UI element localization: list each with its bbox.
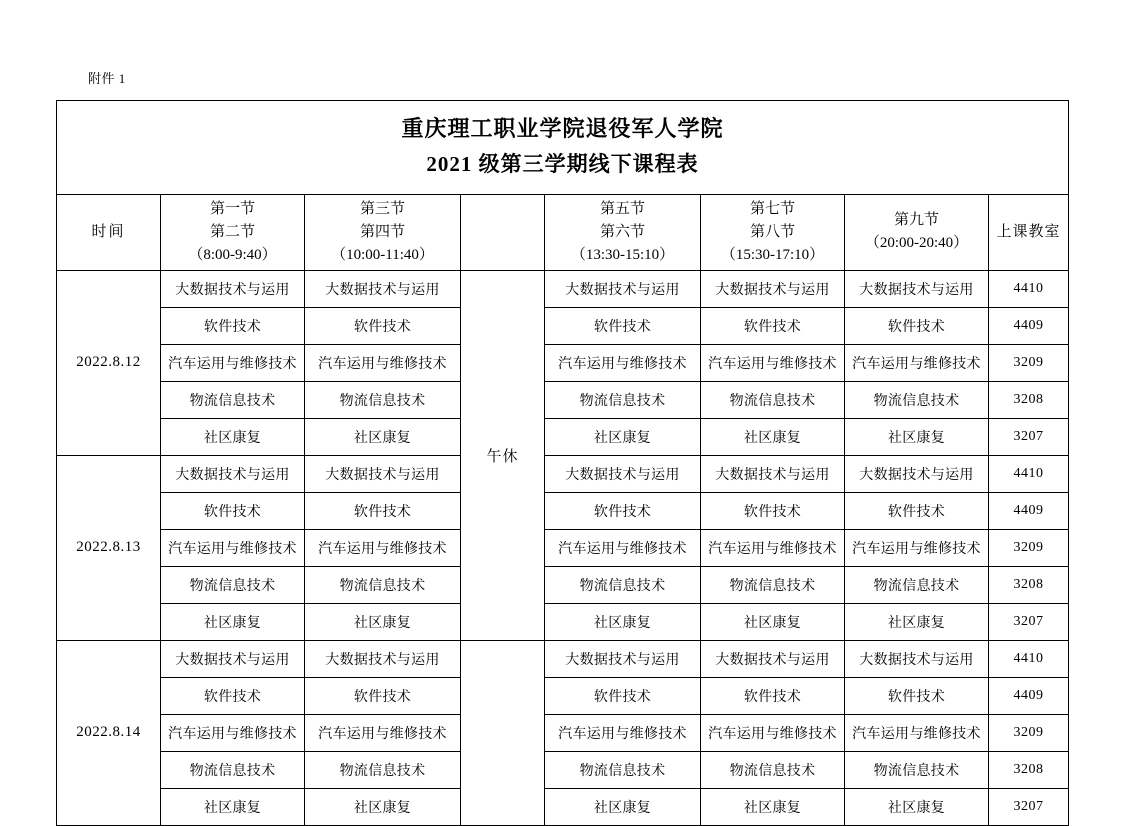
course-d1-r3-p56: 汽车运用与维修技术 [545,344,701,381]
table-row [57,492,1069,529]
header-period-5-6 [545,194,701,270]
course-d2-r1-p34: 大数据技术与运用 [305,455,461,492]
schedule-table-container [56,100,1068,826]
course-d2-r1-p12: 大数据技术与运用 [161,455,305,492]
table-row [57,566,1069,603]
header-period-9 [845,194,989,270]
header-period-1-2-line1: 第一节 [209,200,255,217]
room-d1-r1: 4410 [989,270,1069,307]
course-d1-r5-p56: 社区康复 [545,418,701,455]
header-period-3-4-line1: 第三节 [359,200,405,217]
course-d1-r4-p78: 物流信息技术 [701,381,845,418]
header-period-7-8-time: （15:30-17:10） [720,247,825,264]
course-d2-r2-p12: 软件技术 [161,492,305,529]
course-d1-r1-p34: 大数据技术与运用 [305,270,461,307]
room-d1-r4: 3208 [989,381,1069,418]
course-d3-r5-p9: 社区康复 [845,788,989,825]
course-d3-r1-p34: 大数据技术与运用 [305,640,461,677]
header-period-3-4 [305,194,461,270]
table-row [57,788,1069,825]
course-d3-r5-p34: 社区康复 [305,788,461,825]
header-time: 时间 [57,194,161,270]
course-d3-r4-p9: 物流信息技术 [845,751,989,788]
table-row [57,603,1069,640]
course-d1-r2-p34: 软件技术 [305,307,461,344]
header-period-5-6-time: （13:30-15:10） [570,247,675,264]
course-d2-r5-p78: 社区康复 [701,603,845,640]
header-period-7-8-line2: 第八节 [749,223,795,240]
title-line-1: 重庆理工职业学院退役军人学院 [401,116,724,141]
room-d1-r3: 3209 [989,344,1069,381]
course-d2-r3-p12: 汽车运用与维修技术 [161,529,305,566]
date-cell-day-3: 2022.8.14 [57,640,161,825]
course-d1-r5-p78: 社区康复 [701,418,845,455]
course-d1-r3-p34: 汽车运用与维修技术 [305,344,461,381]
room-d2-r2: 4409 [989,492,1069,529]
course-d2-r5-p9: 社区康复 [845,603,989,640]
course-d3-r5-p56: 社区康复 [545,788,701,825]
course-d2-r4-p9: 物流信息技术 [845,566,989,603]
course-d1-r1-p78: 大数据技术与运用 [701,270,845,307]
room-d2-r3: 3209 [989,529,1069,566]
course-d3-r4-p34: 物流信息技术 [305,751,461,788]
room-d3-r3: 3209 [989,714,1069,751]
title-line-2: 2021 级第三学期线下课程表 [426,152,699,177]
course-d1-r3-p12: 汽车运用与维修技术 [161,344,305,381]
header-row [57,194,1069,270]
table-row [57,381,1069,418]
course-d1-r3-p9: 汽车运用与维修技术 [845,344,989,381]
course-d1-r1-p9: 大数据技术与运用 [845,270,989,307]
course-d3-r4-p56: 物流信息技术 [545,751,701,788]
course-d2-r5-p56: 社区康复 [545,603,701,640]
course-d1-r4-p34: 物流信息技术 [305,381,461,418]
course-d1-r4-p56: 物流信息技术 [545,381,701,418]
course-d3-r3-p78: 汽车运用与维修技术 [701,714,845,751]
course-d2-r3-p34: 汽车运用与维修技术 [305,529,461,566]
course-d2-r1-p56: 大数据技术与运用 [545,455,701,492]
header-period-3-4-time: （10:00-11:40） [331,247,434,264]
course-d3-r3-p34: 汽车运用与维修技术 [305,714,461,751]
header-period-7-8 [701,194,845,270]
course-d2-r4-p56: 物流信息技术 [545,566,701,603]
course-d1-r5-p9: 社区康复 [845,418,989,455]
course-d3-r1-p78: 大数据技术与运用 [701,640,845,677]
course-d2-r4-p34: 物流信息技术 [305,566,461,603]
room-d2-r4: 3208 [989,566,1069,603]
table-row [57,714,1069,751]
course-d1-r5-p34: 社区康复 [305,418,461,455]
course-d2-r2-p34: 软件技术 [305,492,461,529]
course-d1-r4-p12: 物流信息技术 [161,381,305,418]
course-d3-r2-p12: 软件技术 [161,677,305,714]
course-d2-r2-p78: 软件技术 [701,492,845,529]
header-period-5-6-line2: 第六节 [599,223,645,240]
table-row [57,455,1069,492]
table-row [57,270,1069,307]
header-period-1-2-time: （8:00-9:40） [188,247,277,264]
course-d2-r4-p12: 物流信息技术 [161,566,305,603]
table-row [57,640,1069,677]
header-period-7-8-line1: 第七节 [749,200,795,217]
room-d1-r5: 3207 [989,418,1069,455]
course-d2-r4-p78: 物流信息技术 [701,566,845,603]
course-d3-r1-p12: 大数据技术与运用 [161,640,305,677]
course-d1-r3-p78: 汽车运用与维修技术 [701,344,845,381]
course-d1-r1-p12: 大数据技术与运用 [161,270,305,307]
room-d3-r1: 4410 [989,640,1069,677]
table-row [57,751,1069,788]
course-d2-r2-p9: 软件技术 [845,492,989,529]
header-period-3-4-line2: 第四节 [359,223,405,240]
schedule-table [56,100,1069,826]
course-d1-r4-p9: 物流信息技术 [845,381,989,418]
course-d3-r2-p56: 软件技术 [545,677,701,714]
course-d3-r2-p78: 软件技术 [701,677,845,714]
course-d2-r3-p56: 汽车运用与维修技术 [545,529,701,566]
lunch-break-cell: 午休 [461,270,545,640]
course-d1-r1-p56: 大数据技术与运用 [545,270,701,307]
course-d1-r2-p9: 软件技术 [845,307,989,344]
course-d3-r3-p9: 汽车运用与维修技术 [845,714,989,751]
table-row [57,677,1069,714]
attachment-label: 附件 1 [88,71,126,86]
course-d2-r1-p78: 大数据技术与运用 [701,455,845,492]
course-d3-r4-p12: 物流信息技术 [161,751,305,788]
course-d3-r3-p12: 汽车运用与维修技术 [161,714,305,751]
course-d2-r1-p9: 大数据技术与运用 [845,455,989,492]
header-period-1-2-line2: 第二节 [209,223,255,240]
table-row [57,529,1069,566]
header-classroom: 上课教室 [989,194,1069,270]
course-d2-r3-p9: 汽车运用与维修技术 [845,529,989,566]
document-title [57,101,1069,195]
table-row [57,418,1069,455]
course-d3-r5-p78: 社区康复 [701,788,845,825]
course-d3-r5-p12: 社区康复 [161,788,305,825]
course-d1-r2-p12: 软件技术 [161,307,305,344]
header-break-spacer [461,194,545,270]
room-d2-r5: 3207 [989,603,1069,640]
course-d3-r2-p34: 软件技术 [305,677,461,714]
table-row [57,307,1069,344]
course-d1-r2-p56: 软件技术 [545,307,701,344]
course-d2-r5-p34: 社区康复 [305,603,461,640]
header-period-5-6-line1: 第五节 [599,200,645,217]
header-period-9-time: （20:00-20:40） [864,235,969,252]
title-row [57,101,1069,195]
course-d2-r2-p56: 软件技术 [545,492,701,529]
header-period-1-2 [161,194,305,270]
break-spacer-day-3 [461,640,545,825]
course-d2-r3-p78: 汽车运用与维修技术 [701,529,845,566]
course-d2-r5-p12: 社区康复 [161,603,305,640]
room-d2-r1: 4410 [989,455,1069,492]
course-d3-r1-p56: 大数据技术与运用 [545,640,701,677]
course-d3-r4-p78: 物流信息技术 [701,751,845,788]
header-period-9-line1: 第九节 [893,212,939,229]
room-d3-r4: 3208 [989,751,1069,788]
table-row [57,344,1069,381]
room-d1-r2: 4409 [989,307,1069,344]
course-d3-r1-p9: 大数据技术与运用 [845,640,989,677]
course-d1-r5-p12: 社区康复 [161,418,305,455]
room-d3-r5: 3207 [989,788,1069,825]
course-d1-r2-p78: 软件技术 [701,307,845,344]
room-d3-r2: 4409 [989,677,1069,714]
date-cell-day-2: 2022.8.13 [57,455,161,640]
date-cell-day-1: 2022.8.12 [57,270,161,455]
course-d3-r3-p56: 汽车运用与维修技术 [545,714,701,751]
course-d3-r2-p9: 软件技术 [845,677,989,714]
